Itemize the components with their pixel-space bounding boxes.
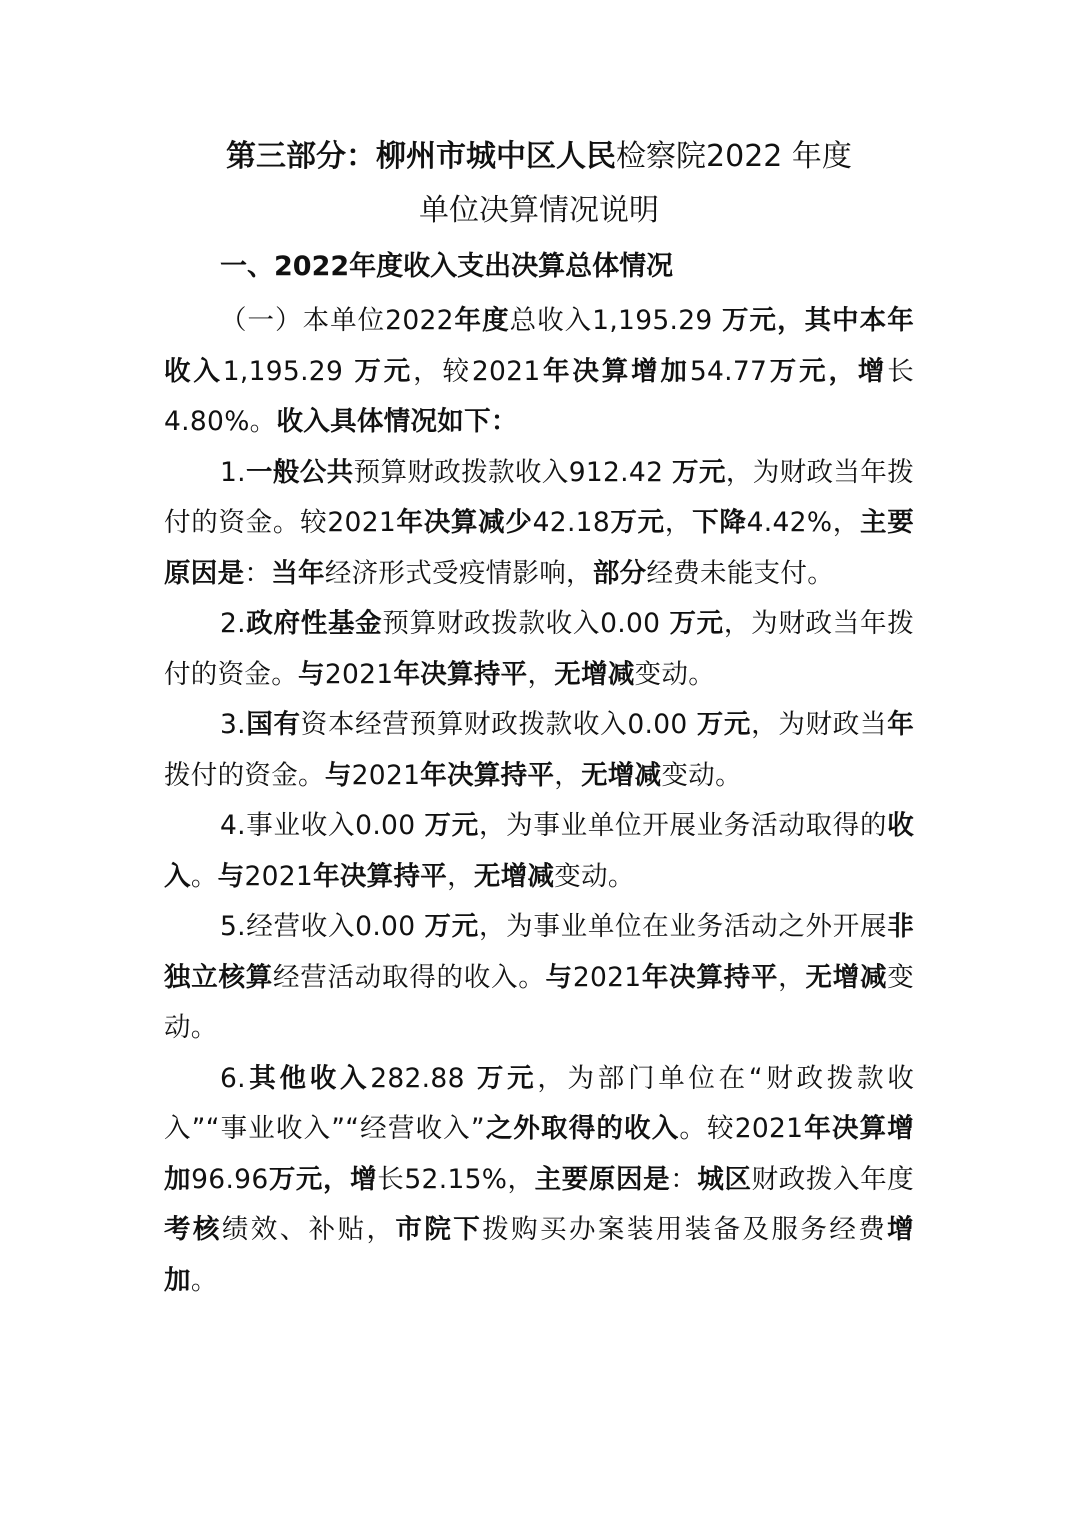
text-run: 变动。 xyxy=(554,860,635,892)
text-run: 3. xyxy=(220,709,246,740)
text-run: 下降 xyxy=(692,507,747,538)
text-run: ： xyxy=(670,1163,698,1195)
text-run: 无增减 xyxy=(473,860,555,892)
text-run: ， xyxy=(554,759,582,791)
title-line1-part2: 检察院2022 年度 xyxy=(616,139,852,174)
text-run: 4.42%， xyxy=(746,507,860,538)
title-line2: 单位决算情况说明 xyxy=(419,193,659,228)
text-run: 万元 xyxy=(672,456,726,488)
text-run: 拨购买办案装用装备及服务经费 xyxy=(482,1214,888,1245)
text-run: 拨付的资金。 xyxy=(164,759,325,791)
income-item-6 xyxy=(164,1054,914,1307)
text-run: 年决算增加 xyxy=(540,355,690,387)
text-run: 经济形式受疫情影响， xyxy=(324,557,593,589)
document-title xyxy=(164,130,914,238)
text-run: 1,195.29 xyxy=(222,355,355,387)
text-run: 国有 xyxy=(245,709,301,740)
text-run: 6. xyxy=(220,1062,246,1094)
income-item-3 xyxy=(164,700,914,801)
text-run: 经费未能支付。 xyxy=(646,557,835,589)
text-run: ， xyxy=(664,507,693,538)
text-run: 万元 xyxy=(424,911,479,942)
text-run: 年度 xyxy=(453,305,510,336)
text-run: 变动。 xyxy=(661,759,742,791)
text-run: 经营活动取得的收入。 xyxy=(273,961,546,993)
text-run: 54.77 xyxy=(689,355,768,387)
text-run: 无增减 xyxy=(805,961,888,993)
text-run: 万元，增 xyxy=(767,355,888,387)
text-run: 与 xyxy=(298,658,325,690)
income-item-2 xyxy=(164,599,914,700)
text-run: 万元 xyxy=(696,709,752,740)
text-run: 之外取得的收入 xyxy=(484,1113,680,1144)
title-line1-part1: 第三部分：柳州市城中区人民 xyxy=(226,139,617,174)
text-run: 5.经营收入0.00 xyxy=(220,911,425,942)
text-run: ，为财政当年拨付的资金。较2021 xyxy=(164,456,914,538)
document-page xyxy=(164,130,914,1306)
text-run: 预算财政拨款收入912.42 xyxy=(353,456,673,488)
text-run: 万元 xyxy=(354,355,414,387)
text-run: 变动。 xyxy=(634,658,716,690)
text-run: 万元，其中本年收入 xyxy=(164,305,914,387)
text-run: 万元 xyxy=(610,507,665,538)
text-run: 年决算持平 xyxy=(393,658,528,690)
text-run: ，为事业单位开展业务活动取得的 xyxy=(478,810,888,841)
text-run: 2. xyxy=(220,608,246,639)
text-run: 年 xyxy=(887,709,915,740)
text-run: 城区 xyxy=(697,1163,752,1195)
text-run: 4.事业收入0.00 xyxy=(220,810,425,841)
text-run: ，为部门单位在“财政拨款收入”“事业收入”“经营收入” xyxy=(164,1062,915,1144)
text-run: 万元 xyxy=(424,810,479,841)
text-run: 总收入1,195.29 xyxy=(509,305,723,336)
text-run: 一般公共 xyxy=(245,456,354,488)
text-run: 财政拨入年度 xyxy=(751,1163,914,1195)
text-run: 2021 xyxy=(244,860,314,892)
text-run: 考核 xyxy=(164,1214,222,1245)
text-run: 。 xyxy=(190,1264,218,1296)
text-run: 其他收入 xyxy=(245,1062,371,1094)
section-heading: 一、2022年度收入支出决算总体情况 xyxy=(220,251,674,282)
text-run: 与 xyxy=(217,860,245,892)
text-run: 长4.80%。 xyxy=(164,355,914,437)
text-run: 。 xyxy=(190,860,218,892)
text-run: ， xyxy=(527,658,555,690)
text-run: ，为事业单位在业务活动之外开展 xyxy=(478,911,888,942)
text-run: ， xyxy=(778,961,806,993)
text-run: ，为财政当 xyxy=(751,709,888,740)
text-run: ， xyxy=(447,860,474,892)
text-run: 2021 xyxy=(324,658,394,690)
text-run: ，较2021 xyxy=(413,355,541,387)
text-run: 与 xyxy=(324,759,352,791)
text-run: 年决算增加 xyxy=(164,1113,914,1195)
text-run: （一）本单位2022 xyxy=(220,305,454,336)
text-run: 长52.15%， xyxy=(377,1163,535,1195)
text-run: 绩效、补贴， xyxy=(221,1214,396,1245)
text-run: 资本经营预算财政拨款收入0.00 xyxy=(300,709,697,740)
text-run: 非独立核算 xyxy=(164,911,915,993)
income-item-4 xyxy=(164,801,914,902)
text-run: 当年 xyxy=(271,557,325,589)
text-run: 96.96 xyxy=(191,1163,269,1195)
text-run: 。较2021 xyxy=(679,1113,804,1144)
text-run: ，为财政当年拨付的资金。 xyxy=(164,608,915,690)
text-run: 预算财政拨款收入0.00 xyxy=(382,608,670,639)
text-run: 年决算持平 xyxy=(313,860,448,892)
text-run: 年决算持平 xyxy=(420,759,555,791)
text-run: 年决算持平 xyxy=(641,961,779,993)
text-run: 万元，增 xyxy=(268,1163,378,1195)
text-run: 市院下 xyxy=(395,1214,483,1245)
text-run: 1. xyxy=(220,456,246,488)
income-item-1 xyxy=(164,448,914,600)
text-run: 年决算减少 xyxy=(396,507,533,538)
text-run: 增加 xyxy=(164,1214,914,1296)
income-item-5 xyxy=(164,902,914,1054)
text-run: ： xyxy=(244,557,272,589)
text-run: 主要原因是 xyxy=(534,1163,671,1195)
text-run: 变动。 xyxy=(164,961,915,1043)
text-run: 2021 xyxy=(572,961,642,993)
text-run: 2021 xyxy=(351,759,421,791)
text-run: 无增减 xyxy=(554,658,635,690)
text-run: 万元 xyxy=(669,608,724,639)
text-run: 42.18 xyxy=(532,507,610,538)
text-run: 收入具体情况如下： xyxy=(276,406,518,437)
text-run: 主要原因是 xyxy=(164,507,914,589)
text-run: 无增减 xyxy=(581,759,662,791)
text-run: 收入 xyxy=(164,810,915,892)
text-run: 282.88 xyxy=(370,1062,477,1094)
overview-paragraph xyxy=(164,296,914,448)
text-run: 政府性基金 xyxy=(245,608,383,639)
text-run: 与 xyxy=(545,961,573,993)
text-run: 部分 xyxy=(592,557,647,589)
text-run: 万元 xyxy=(476,1062,538,1094)
